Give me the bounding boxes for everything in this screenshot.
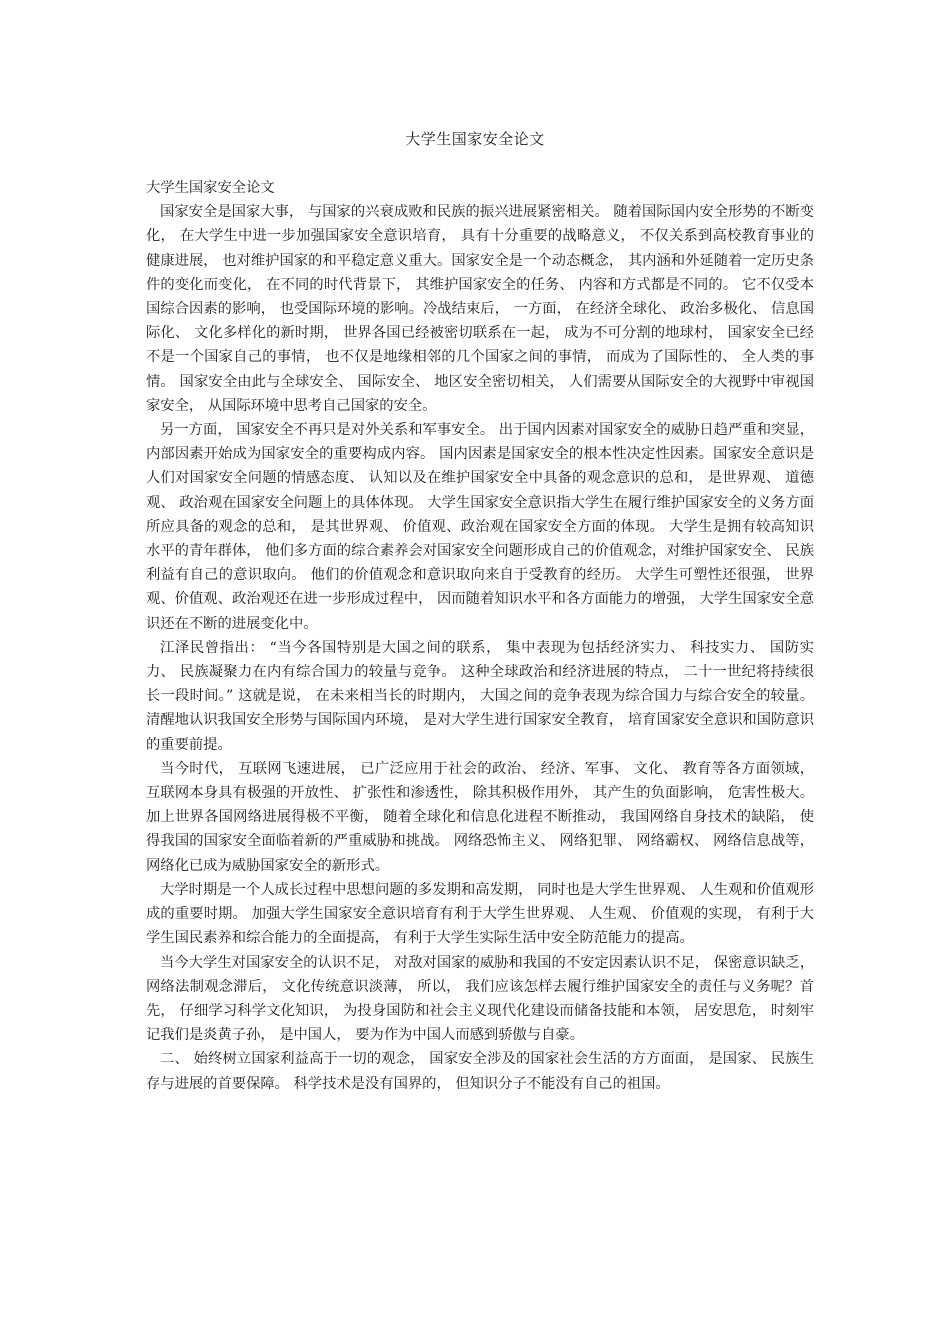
paragraph: 当今时代， 互联网飞速进展， 已广泛应用于社会的政治、 经济、军事、 文化、 教育等各方面领域， 互联网本身具有极强的开放性、 扩张性和渗透性， 除其积极作用外， 其产生的负面影响， 危害性极大。加上世界各国网络进展得极不平衡， 随着全球化和信息化进程不断推动， 我国网络自身技术的缺陷， 使得我国的国家安全面临着新的严重威胁和挑战。 网络恐怖主义、 网络犯罪、 网络霸权、 网络信息战等，网络化已成为威胁国家安全的新形式。	[146, 760, 814, 874]
paragraph: 当今大学生对国家安全的认识不足， 对敌对国家的威胁和我国的不安定因素认识不足， 保密意识缺乏， 网络法制观念滞后， 文化传统意识淡薄， 所以， 我们应该怎样去履行维护国家安全的责任与义务呢？首先， 仔细学习科学文化知识， 为投身国防和社会主义现代化建设而储备技能和本领， 居安思危， 时刻牢记我们是炎黄子孙， 是中国人， 要为作为中国人而感到骄傲与自豪。	[146, 954, 814, 1044]
document-title: 大学生国家安全论文	[405, 130, 545, 148]
document-subtitle: 大学生国家安全论文	[146, 180, 275, 196]
paragraph: 江泽民曾指出： “当今各国特别是大国之间的联系， 集中表现为包括经济实力、 科技实力、 国防实力、 民族凝聚力在内有综合国力的较量与竞争。 这种全球政治和经济进展的特点， 二十一世纪将持续很长一段时间。” 这就是说， 在未来相当长的时期内， 大国之间的竞争表现为综合国力与综合安全的较量。 清醒地认识我国安全形势与国际国内环境， 是对大学生进行国家安全教育， 培育国家安全意识和国防意识的重要前提。	[146, 639, 814, 753]
paragraph: 国家安全是国家大事， 与国家的兴衰成败和民族的振兴进展紧密相关。 随着国际国内安全形势的不断变化， 在大学生中进一步加强国家安全意识培育， 具有十分重要的战略意义， 不仅关系到高校教育事业的健康进展， 也对维护国家的和平稳定意义重大。国家安全是一个动态概念， 其内涵和外延随着一定历史条件的变化而变化， 在不同的时代背景下， 其维护国家安全的任务、 内容和方式都是不同的。 它不仅受本国综合因素的影响， 也受国际环境的影响。冷战结束后， 一方面， 在经济全球化、 政治多极化、 信息国际化、 文化多样化的新时期， 世界各国已经被密切联系在一起， 成为不可分割的地球村， 国家安全已经不是一个国家自己的事情， 也不仅是地缘相邻的几个国家之间的事情， 而成为了国际性的、 全人类的事情。 国家安全由此与全球安全、 国际安全、 地区安全密切相关， 人们需要从国际安全的大视野中审视国家安全， 从国际环境中思考自己国家的安全。	[146, 204, 814, 414]
paragraph: 二、 始终树立国家利益高于一切的观念， 国家安全涉及的国家社会生活的方方面面， 是国家、 民族生存与进展的首要保障。 科学技术是没有国界的， 但知识分子不能没有自己的祖国。	[146, 1051, 814, 1092]
document-body	[146, 176, 814, 1096]
paragraph: 大学时期是一个人成长过程中思想问题的多发期和高发期， 同时也是大学生世界观、 人生观和价值观形成的重要时期。 加强大学生国家安全意识培育有利于大学生世界观、 人生观、 价值观的实现， 有利于大学生国民素养和综合能力的全面提高， 有利于大学生实际生活中安全防范能力的提高。	[146, 881, 814, 947]
paragraph: 另一方面， 国家安全不再只是对外关系和军事安全。 出于国内因素对国家安全的威胁日趋严重和突显， 内部因素开始成为国家安全的重要构成内容。 国内因素是国家安全的根本性决定性因素。国家安全意识是人们对国家安全问题的情感态度、 认知以及在维护国家安全中具备的观念意识的总和， 是世界观、 道德观、 政治观在国家安全问题上的具体体现。 大学生国家安全意识指大学生在履行维护国家安全的义务方面所应具备的观念的总和， 是其世界观、 价值观、政治观在国家安全方面的体现。 大学生是拥有较高知识水平的青年群体， 他们多方面的综合素养会对国家安全问题形成自己的价值观念，对维护国家安全、 民族利益有自己的意识取向。 他们的价值观念和意识取向来自于受教育的经历。 大学生可塑性还很强， 世界观、价值观、政治观还在进一步形成过程中， 因而随着知识水平和各方面能力的增强， 大学生国家安全意识还在不断的进展变化中。	[146, 422, 814, 632]
